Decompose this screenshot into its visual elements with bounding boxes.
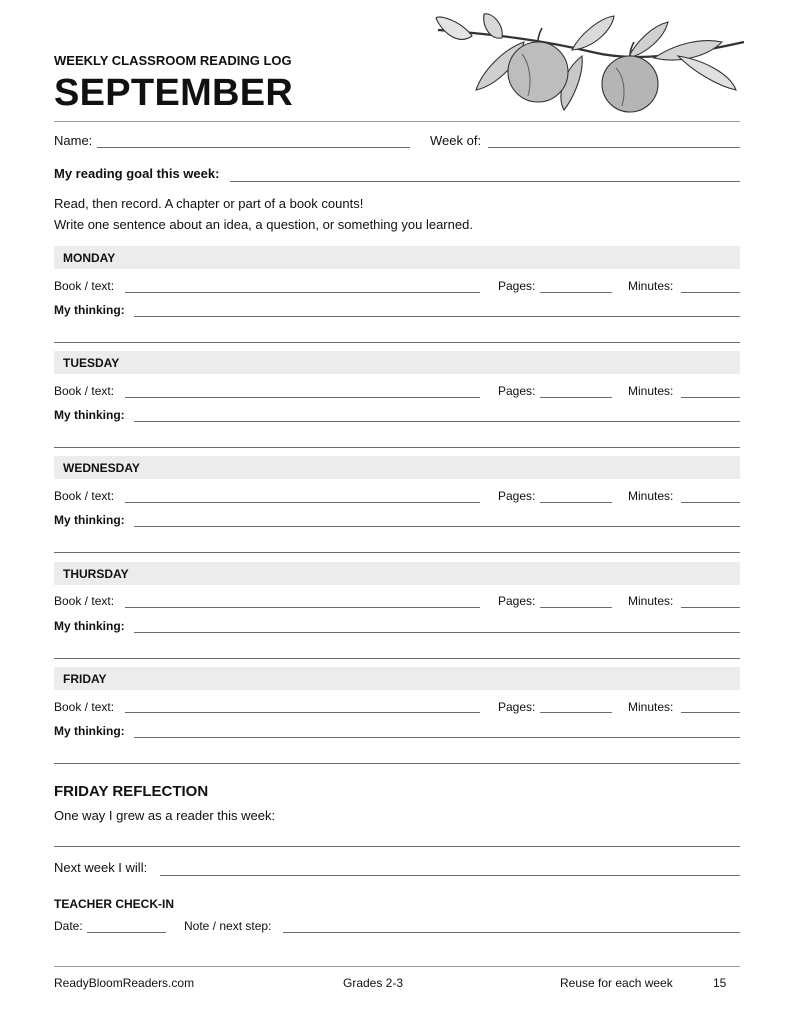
name-field[interactable] xyxy=(97,147,410,148)
minutes-label: Minutes: xyxy=(628,384,674,398)
day-name: THURSDAY xyxy=(63,567,129,581)
name-label: Name: xyxy=(54,133,93,148)
day-name: TUESDAY xyxy=(63,356,120,370)
reflection-title: FRIDAY REFLECTION xyxy=(54,783,209,800)
minutes-field[interactable] xyxy=(681,712,740,713)
minutes-field[interactable] xyxy=(681,397,740,398)
week-of-label: Week of: xyxy=(430,133,482,148)
my-thinking-extra-line[interactable] xyxy=(54,342,740,343)
book-text-label: Book / text: xyxy=(54,279,115,293)
instruction-line-2: Write one sentence about an idea, a question, or something you learned. xyxy=(54,217,473,232)
minutes-label: Minutes: xyxy=(628,489,674,503)
book-text-field[interactable] xyxy=(125,607,480,608)
worksheet-subtitle: WEEKLY CLASSROOM READING LOG xyxy=(54,53,292,68)
date-field[interactable] xyxy=(87,932,166,933)
minutes-field[interactable] xyxy=(681,292,740,293)
header-divider xyxy=(54,121,740,122)
note-field[interactable] xyxy=(283,932,740,933)
pages-field[interactable] xyxy=(540,712,612,713)
pages-field[interactable] xyxy=(540,292,612,293)
reflection-answer-field[interactable] xyxy=(54,846,740,847)
day-header xyxy=(54,562,740,585)
my-thinking-field[interactable] xyxy=(134,632,740,633)
minutes-label: Minutes: xyxy=(628,700,674,714)
my-thinking-field[interactable] xyxy=(134,316,740,317)
footer-divider xyxy=(54,966,740,967)
my-thinking-label: My thinking: xyxy=(54,724,125,738)
book-text-field[interactable] xyxy=(125,397,480,398)
book-text-field[interactable] xyxy=(125,502,480,503)
apple-branch-illustration xyxy=(432,12,748,116)
week-of-field[interactable] xyxy=(488,147,740,148)
minutes-field[interactable] xyxy=(681,502,740,503)
instruction-line-1: Read, then record. A chapter or part of a book counts! xyxy=(54,196,364,211)
note-label: Note / next step: xyxy=(184,919,272,933)
minutes-label: Minutes: xyxy=(628,279,674,293)
book-text-label: Book / text: xyxy=(54,489,115,503)
footer-reuse: Reuse for each week xyxy=(560,976,673,990)
reading-goal-label: My reading goal this week: xyxy=(54,166,220,181)
pages-label: Pages: xyxy=(498,594,536,608)
book-text-field[interactable] xyxy=(125,712,480,713)
day-header xyxy=(54,351,740,374)
book-text-label: Book / text: xyxy=(54,384,115,398)
footer-site: ReadyBloomReaders.com xyxy=(54,976,195,990)
my-thinking-field[interactable] xyxy=(134,526,740,527)
my-thinking-label: My thinking: xyxy=(54,513,125,527)
day-header xyxy=(54,456,740,479)
book-text-field[interactable] xyxy=(125,292,480,293)
my-thinking-field[interactable] xyxy=(134,421,740,422)
my-thinking-label: My thinking: xyxy=(54,303,125,317)
pages-label: Pages: xyxy=(498,384,536,398)
pages-label: Pages: xyxy=(498,489,536,503)
pages-label: Pages: xyxy=(498,700,536,714)
pages-field[interactable] xyxy=(540,607,612,608)
book-text-label: Book / text: xyxy=(54,594,115,608)
pages-label: Pages: xyxy=(498,279,536,293)
date-label: Date: xyxy=(54,919,83,933)
day-name: FRIDAY xyxy=(63,672,107,686)
my-thinking-extra-line[interactable] xyxy=(54,763,740,764)
footer-grades: Grades 2-3 xyxy=(343,976,404,990)
day-header xyxy=(54,667,740,690)
teacher-checkin-title: TEACHER CHECK-IN xyxy=(54,897,174,911)
my-thinking-label: My thinking: xyxy=(54,408,125,422)
next-week-field[interactable] xyxy=(160,875,740,876)
next-week-label: Next week I will: xyxy=(54,860,148,875)
my-thinking-extra-line[interactable] xyxy=(54,552,740,553)
day-name: WEDNESDAY xyxy=(63,461,140,475)
my-thinking-field[interactable] xyxy=(134,737,740,738)
minutes-label: Minutes: xyxy=(628,594,674,608)
reflection-prompt: One way I grew as a reader this week: xyxy=(54,808,276,823)
day-name: MONDAY xyxy=(63,251,116,265)
pages-field[interactable] xyxy=(540,502,612,503)
reading-goal-field[interactable] xyxy=(230,181,740,182)
my-thinking-label: My thinking: xyxy=(54,619,125,633)
my-thinking-extra-line[interactable] xyxy=(54,447,740,448)
my-thinking-extra-line[interactable] xyxy=(54,658,740,659)
book-text-label: Book / text: xyxy=(54,700,115,714)
month-title: SEPTEMBER xyxy=(54,72,294,114)
page-number: 15 xyxy=(713,976,727,990)
minutes-field[interactable] xyxy=(681,607,740,608)
pages-field[interactable] xyxy=(540,397,612,398)
day-header xyxy=(54,246,740,269)
